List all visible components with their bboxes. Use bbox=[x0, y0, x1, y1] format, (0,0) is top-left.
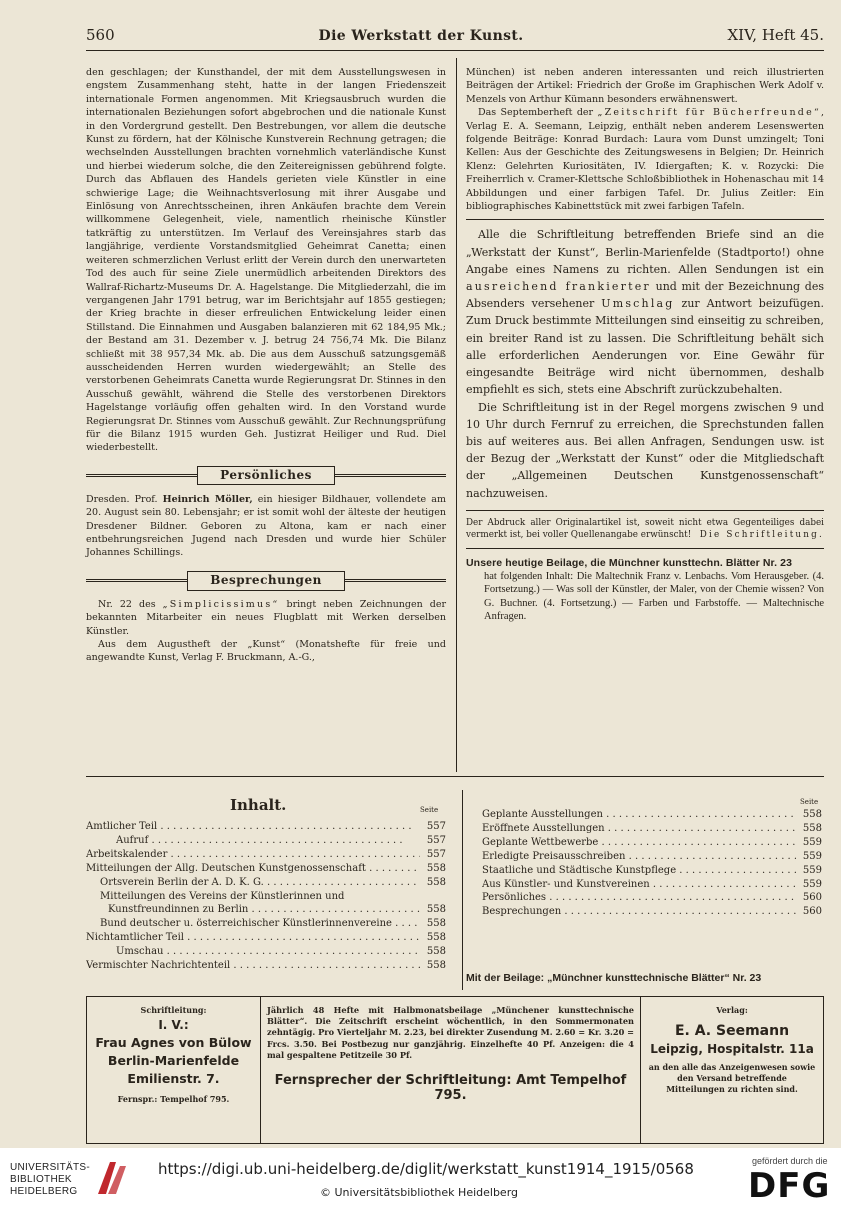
toc-entry: Amtlicher Teil . . . bbox=[86, 820, 420, 834]
toc-row[interactable] bbox=[86, 848, 446, 862]
library-line-2: BIBLIOTHEK bbox=[10, 1174, 72, 1185]
toc-entry: Arbeitskalender . . . bbox=[86, 848, 420, 862]
editor-phone: Fernspr.: Tempelhof 795. bbox=[117, 1094, 230, 1104]
toc-row[interactable] bbox=[482, 891, 822, 905]
toc-entry: Staatliche und Städtische Kunstpflege . . . bbox=[482, 864, 796, 878]
toc-page: 559 bbox=[802, 850, 822, 862]
library-logo-icon[interactable] bbox=[94, 1158, 130, 1198]
toc-list-left bbox=[86, 820, 446, 973]
imprint-publisher bbox=[641, 997, 823, 1143]
toc-page: 558 bbox=[426, 960, 446, 972]
besprechung-prefix: Nr. 22 des bbox=[98, 598, 156, 610]
volume-issue: XIV, Heft 45. bbox=[727, 26, 824, 44]
notice-emphasis-umschlag: Umschlag bbox=[601, 297, 675, 311]
ornament-rule-left bbox=[86, 579, 187, 582]
reprint-note-signature: Die Schriftleitung. bbox=[699, 530, 824, 541]
permalink-url[interactable]: https://digi.ub.uni-heidelberg.de/diglit/werkstatt_kunst1914_1915/0568 bbox=[158, 1160, 694, 1178]
toc-row[interactable] bbox=[86, 903, 446, 917]
toc-row[interactable] bbox=[86, 917, 446, 931]
besprechung-text: bringt neben Zeichnungen der bekannten Mitarbeiter ein neues Flugblatt mit Werken derselben Künstler. bbox=[86, 598, 446, 637]
personliches-prefix: Prof. bbox=[134, 493, 158, 505]
journal-title: Die Werkstatt der Kunst. bbox=[318, 28, 524, 44]
ornament-rule-right bbox=[335, 474, 446, 477]
toc-divider bbox=[462, 790, 463, 990]
toc-page: 558 bbox=[802, 809, 822, 820]
besprechung-simplicissimus bbox=[86, 598, 446, 638]
column-divider bbox=[456, 58, 457, 772]
notice-text-a: Alle die Schriftleitung betreffenden Briefe sind an die „Werkstatt der Kunst“, Berlin-Marienfelde (Stadtporto!) ohne Angabe eines Namens zu richten. Allen Sendungen ist ein bbox=[466, 228, 824, 276]
toc-row[interactable] bbox=[86, 959, 446, 973]
supplement-line: Mit der Beilage: „Münchner kunsttechnische Blätter“ Nr. 23 bbox=[466, 972, 762, 984]
toc-entry: Kunstfreundinnen zu Berlin . . . bbox=[108, 903, 420, 917]
section-heading-besprechungen: Besprechungen bbox=[187, 571, 345, 590]
editorial-label: Schriftleitung: bbox=[140, 1005, 207, 1015]
toc-list-right bbox=[482, 808, 822, 919]
toc-row[interactable] bbox=[86, 931, 446, 945]
toc-entry: Erledigte Preisausschreiben . . . bbox=[482, 850, 796, 864]
toc-row[interactable] bbox=[482, 864, 822, 878]
imprint-terms bbox=[261, 997, 641, 1143]
toc-page: 559 bbox=[802, 836, 822, 848]
publisher-note: an den alle das Anzeigenwesen sowie den Versand betreffende Mitteilungen zu richten sind. bbox=[648, 1062, 816, 1094]
toc-page: 558 bbox=[426, 876, 446, 888]
page-number: 560 bbox=[86, 26, 115, 44]
toc-entry: Aufruf . . . bbox=[116, 834, 420, 848]
right-paragraph-1: München) ist neben anderen interessanten und reich illustrierten Beiträgen der Artikel: Friedrich der Große im Graphischen Werk Adolf v. Menzels von Arthur Kümann besonders erwähnenswert. bbox=[466, 67, 824, 105]
toc-page: 557 bbox=[426, 848, 446, 860]
library-line-3: HEIDELBERG bbox=[10, 1186, 78, 1197]
personliches-name: Heinrich Möller, bbox=[162, 493, 253, 505]
library-line-1: UNIVERSITÄTS- bbox=[10, 1162, 91, 1173]
publisher-label: Verlag: bbox=[716, 1005, 748, 1015]
toc-page: 558 bbox=[426, 904, 446, 916]
toc-entry: Aus Künstler- und Kunstvereinen . . . bbox=[482, 878, 796, 892]
funder-label: gefördert durch die bbox=[752, 1156, 828, 1166]
notice-rule bbox=[466, 219, 824, 220]
toc-seite-label-left: Seite bbox=[420, 806, 439, 814]
reprint-note-text: Der Abdruck aller Originalartikel ist, soweit nicht etwa Gegenteiliges dabei vermerkt ist, bei voller Quellenangabe erwünscht! bbox=[466, 517, 824, 541]
imprint-editorial bbox=[87, 997, 261, 1143]
toc-entry: Mitteilungen des Vereins der Künstlerinnen und bbox=[100, 890, 345, 902]
notice-text-b: und mit der Bezeichnung des Absenders versehener bbox=[466, 280, 825, 311]
notice-text-c: zur Antwort beizufügen. Zum Druck bestimmte Mitteilungen sind einseitig zu schreiben, ein breiter Rand ist zu lassen. Die Schriftleitung behält sich alle erforderlichen Aenderungen vor. Eine Gewähr für eingesandte Beiträge wird nicht übernommen, deshalb empfiehlt es sich, stets eine Abschrift zurückzubehalten. bbox=[466, 297, 825, 397]
toc-title: Inhalt. bbox=[230, 796, 287, 814]
toc-row[interactable] bbox=[86, 820, 446, 834]
publisher-address: Leipzig, Hospitalstr. 11a bbox=[650, 1042, 814, 1056]
toc-rule bbox=[86, 776, 824, 777]
toc-row[interactable] bbox=[482, 878, 822, 892]
toc-row[interactable] bbox=[86, 945, 446, 959]
section-besprechungen bbox=[86, 570, 446, 592]
toc-entry: Ortsverein Berlin der A. D. K. G. . . . bbox=[100, 876, 420, 890]
personliches-text: ein hiesiger Bildhauer, vollendete am 20. August sein 80. Lebensjahr; er ist somit wohl der älteste der heutigen Dresdener Bildner. Geboren zu Altona, kam er nach einer entbehrungsreichen Jugend nach Dresden und wurde hier Schüler Johannes Schillings. bbox=[86, 493, 446, 559]
editor-city: Berlin-Marienfelde bbox=[107, 1053, 240, 1068]
toc-row[interactable] bbox=[482, 808, 822, 822]
ornament-rule-left bbox=[86, 474, 197, 477]
viewer-footer bbox=[0, 1148, 841, 1214]
toc-page: 557 bbox=[426, 834, 446, 846]
toc-entry: Vermischter Nachrichtenteil . . . bbox=[86, 959, 420, 973]
toc-page: 558 bbox=[426, 946, 446, 958]
editorial-phone-line: Fernsprecher der Schriftleitung: Amt Tempelhof 795. bbox=[274, 1073, 627, 1104]
right-column bbox=[466, 66, 824, 624]
toc-page: 558 bbox=[426, 918, 446, 930]
editorial-notice bbox=[466, 226, 824, 501]
toc-page: 559 bbox=[802, 864, 822, 876]
toc-page: 560 bbox=[802, 892, 822, 904]
header-rule bbox=[86, 50, 824, 51]
toc-entry: Mitteilungen der Allg. Deutschen Kunstgenossenschaft . . . bbox=[86, 862, 420, 876]
toc-entry: Nichtamtlicher Teil . . . bbox=[86, 931, 420, 945]
personliches-entry bbox=[86, 493, 446, 560]
toc-row[interactable] bbox=[86, 834, 446, 848]
besprechung-title: „Simplicissimus“ bbox=[162, 598, 280, 610]
section-heading-personliches: Persönliches bbox=[197, 466, 335, 485]
toc-row[interactable] bbox=[482, 905, 822, 919]
toc-row[interactable] bbox=[482, 822, 822, 836]
editor-name: Frau Agnes von Bülow bbox=[95, 1035, 252, 1050]
toc-page: 557 bbox=[426, 821, 446, 832]
toc-page: 558 bbox=[802, 822, 822, 834]
ornament-rule-right bbox=[345, 579, 446, 582]
reprint-note bbox=[466, 510, 824, 549]
toc-row[interactable] bbox=[86, 862, 446, 876]
paragraph-2-text: , Verlag E. A. Seemann, Leipzig, enthält neben anderem Lesenswerten folgende Beiträge: Konrad Burdach: Laura vom Dunst umzingelt; Toni Kellen: Aus der Geschichte des Zeitungswesens in Belgien; Dr. Heinrich Klenz: Gelehrten Kuriositäten, IV. Idiergaften; K. v. Rozycki: Die Freiherrlich v. Cramer-Klettsche Schloßbibliothek in Hohenaschau mit 14 Abbildungen und einer farbigen Tafel. Dr. Julius Zeitler: Ein bibliographisches Kabinettstück mit zwei farbigen Tafeln. bbox=[466, 107, 824, 213]
toc-entry: Bund deutscher u. österreichischer Künstlerinnenvereine . . . bbox=[100, 917, 420, 931]
toc-page: 559 bbox=[802, 878, 822, 890]
toc-row[interactable] bbox=[482, 850, 822, 864]
toc-entry: Persönliches . . . bbox=[482, 891, 796, 905]
supplement-contents: hat folgenden Inhalt: Die Maltechnik Franz v. Lenbachs. Vom Herausgeber. (4. Fortsetzung.) — Was soll der Künstler, der Maler, von der Chemie wissen? Von G. Buchner. (4. Fortsetzung.) — Farben und Farbstoffe. — Maltechnische Anfragen. bbox=[484, 570, 824, 623]
page-header bbox=[86, 26, 824, 48]
supplement-title: Unsere heutige Beilage, die Münchner kunsttechn. Blätter Nr. 23 bbox=[466, 556, 793, 569]
subscription-terms: Jährlich 48 Hefte mit Halbmonatsbeilage „Münchener kunsttechnische Blätter“. Die Zeitschrift erscheint wöchentlich, in den Sommermonaten zehntägig. Pro Vierteljahr M. 2.23, bei direkter Zusendung M. 2.60 = Kr. 3.20 = Frcs. 3.50. Bei Postbezug nur ganzjährig. Einzelhefte 40 Pf. Anzeigen: die 4 mal gespaltene Petitzeile 30 Pf. bbox=[267, 1005, 634, 1060]
toc-row[interactable] bbox=[482, 836, 822, 850]
editor-street: Emilienstr. 7. bbox=[127, 1071, 220, 1086]
personliches-place: Dresden. bbox=[86, 493, 130, 505]
left-paragraph-1: den geschlagen; der Kunsthandel, der mit dem Ausstellungswesen in engstem Zusammenhang steht, hatte in der langen Friedenszeit internationale Formen angenommen. Mit Kriegsausbruch wurden die internationalen Beziehungen sofort abgebrochen und die nationale Kunst in den Vordergrund gestellt. Den Bestrebungen, vor allem die deutsche Kunst zu fördern, hat der Kölnische Kunstverein Rechnung getragen; die wechselnden Ausstellungen brachten vornehmlich vaterländische Kunst und hierbei wiederum solche, die den Zeitereignissen gebührend folgte. Durch das Abflauen des Handels gerieten viele Künstler in eine schwierige Lage; die Weihnachtsverlosung mit ihrer Ausgabe und Einlösung von Anrechtsscheinen, ihren Ankäufen brachte dem Verein willkommene Gelegenheit, viele, namentlich rheinische Künstler tatkräftig zu unterstützen. Im Verlauf des Vereinsjahres starb das langjährige, verdiente Vorstandsmitglied Geheimrat Canetta; einen weiteren schmerzlichen Verlust erlitt der Verein durch den unerwarteten Tod des auch für seine Ziele unermüdlich arbeitenden Direktors des Wallraf-Richartz-Museums Dr. A. Hagelstange. Die Mitgliederzahl, die im vergangenen Jahr 1791 betrug, war im Berichtsjahr auf 1855 gestiegen; der Krieg brachte in dieser erfreulichen Entwickelung leider einen Stillstand. Die Einnahmen und Ausgaben balanzieren mit 62 184,95 Mk.; der Bestand am 31. Dezember v. J. betrug 24 756,74 Mk. Die Bilanz schließt mit 38 957,34 Mk. ab. Die aus dem Ausschuß satzungsgemäß ausscheidenden Herren wurden wiedergewählt; an Stelle des verstorbenen Geheimrats Canetta wurde Regierungsrat Dr. Stinnes in den Ausschuß gewählt, während die Stelle des verstorbenen Direktors Hagelstange vorläufig offen gehalten wird. In den Vorstand wurde Regierungsrat Dr. Stinnes vom Ausschuß gewählt. Zur Rechnungsprüfung für die Bilanz 1915 wurden Geh. Justizrat Heiliger und Rud. Diel wiederbestellt. bbox=[86, 67, 446, 454]
toc-row[interactable] bbox=[86, 876, 446, 890]
imprint-box bbox=[86, 996, 824, 1144]
toc-entry: Besprechungen . . . bbox=[482, 905, 796, 919]
notice-emphasis-frankiert: ausreichend frankierter bbox=[466, 280, 651, 294]
paragraph-2-prefix: Das Septemberheft der bbox=[478, 107, 594, 119]
notice-paragraph-2: Die Schriftleitung ist in der Regel morgens zwischen 9 und 10 Uhr durch Fernruf zu erreichen, die Sprechstunden fallen bis auf weiteres aus. Bei allen Anfragen, Sendungen usw. ist der Bezug der „Werkstatt der Kunst“ oder die Mitgliedschaft der „Allgemeinen Deutschen Kunstgenossenschaft“ nachzuweisen. bbox=[466, 400, 824, 500]
dfg-logo[interactable]: DFG bbox=[748, 1166, 831, 1206]
paragraph-2-title: „Zeitschrift für Bücherfreunde“ bbox=[597, 107, 821, 119]
left-column bbox=[86, 66, 446, 665]
besprechung-kunst: Aus dem Augustheft der „Kunst“ (Monatshefte für freie und angewandte Kunst, Verlag F. Bruckmann, A.-G., bbox=[86, 639, 446, 664]
right-paragraph-2 bbox=[466, 106, 824, 213]
toc-page: 560 bbox=[802, 906, 822, 918]
toc-entry: Eröffnete Ausstellungen . . . bbox=[482, 822, 796, 836]
notice-paragraph-1 bbox=[466, 226, 824, 398]
section-personliches bbox=[86, 465, 446, 487]
editorial-abbr: I. V.: bbox=[158, 1018, 189, 1032]
toc-page: 558 bbox=[426, 932, 446, 944]
toc-page: 558 bbox=[426, 862, 446, 874]
toc-row[interactable] bbox=[86, 890, 446, 904]
copyright-notice: © Universitätsbibliothek Heidelberg bbox=[320, 1186, 519, 1199]
toc-entry: Geplante Wettbewerbe . . . bbox=[482, 836, 796, 850]
library-logo-text[interactable] bbox=[10, 1162, 90, 1198]
toc-entry: Geplante Ausstellungen . . . bbox=[482, 808, 796, 822]
toc-entry: Umschau . . . bbox=[116, 945, 420, 959]
publisher-name: E. A. Seemann bbox=[674, 1023, 790, 1039]
toc-seite-label-right: Seite bbox=[800, 798, 819, 806]
